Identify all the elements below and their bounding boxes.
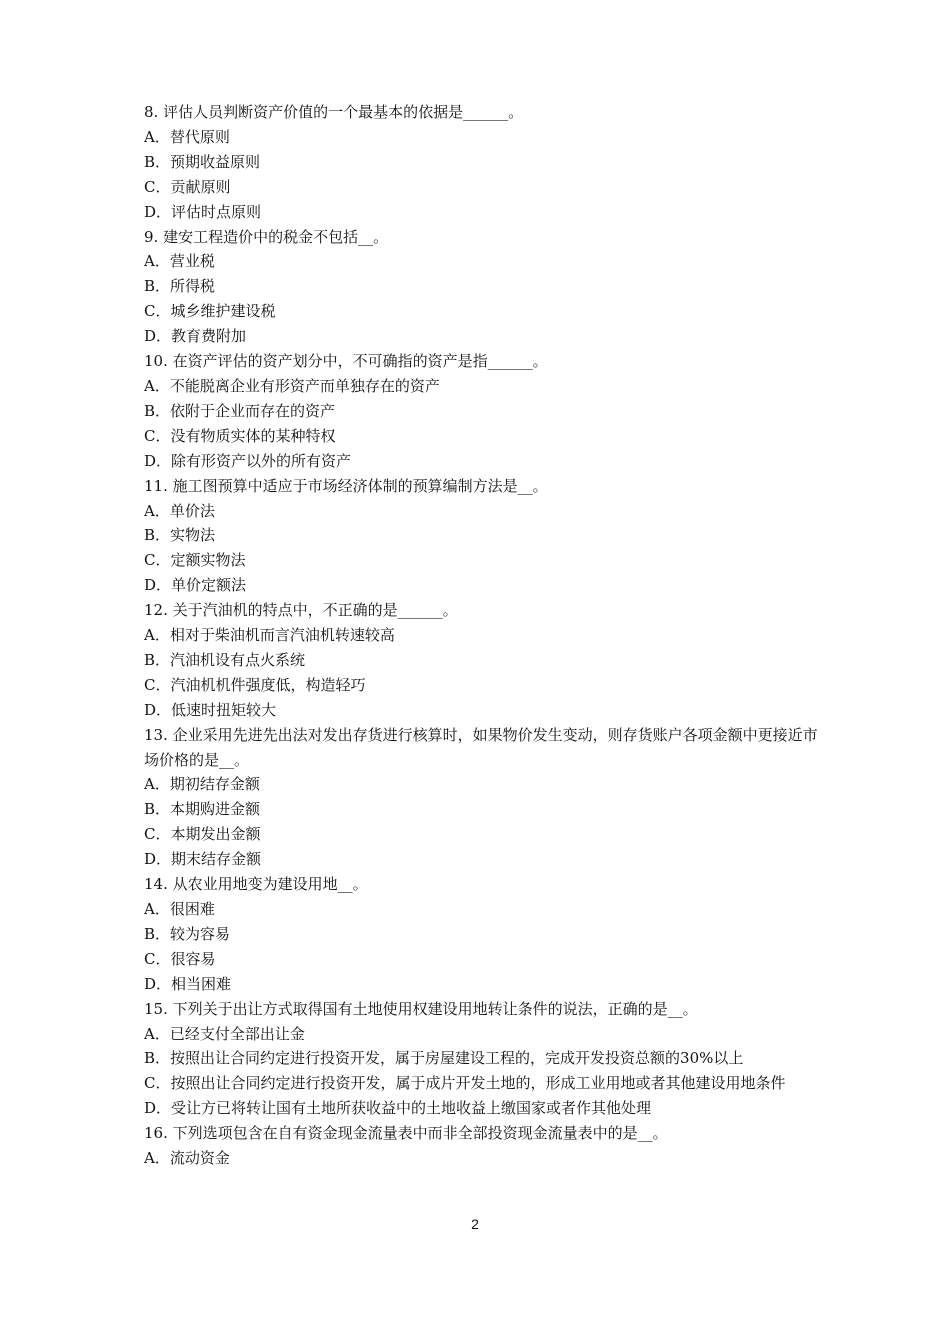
question-text: 11. 施工图预算中适应于市场经济体制的预算编制方法是__。 <box>144 476 548 495</box>
question-15 <box>144 997 824 1122</box>
option-b: B．按照出让合同约定进行投资开发，属于房屋建设工程的，完成开发投资总额的30%以上 <box>144 1049 744 1068</box>
option-b: B．预期收益原则 <box>144 152 261 171</box>
question-11 <box>144 474 824 599</box>
question-text: 12. 关于汽油机的特点中，不正确的是______。 <box>144 601 458 620</box>
option-c: C．贡献原则 <box>144 177 231 196</box>
question-text: 16. 下列选项包含在自有资金现金流量表中而非全部投资现金流量表中的是__。 <box>144 1124 668 1143</box>
question-8 <box>144 100 824 225</box>
option-c: C．按照出让合同约定进行投资开发，属于成片开发土地的，形成工业用地或者其他建设用地条件 <box>144 1074 786 1093</box>
question-text: 14. 从农业用地变为建设用地__。 <box>144 875 368 894</box>
option-d: D．教育费附加 <box>144 327 247 346</box>
option-a: A．替代原则 <box>144 127 230 146</box>
question-list <box>144 100 824 1171</box>
question-9 <box>144 225 824 350</box>
option-a: A．流动资金 <box>144 1149 230 1168</box>
question-text: 15. 下列关于出让方式取得国有土地使用权建设用地转让条件的说法，正确的是__。 <box>144 999 698 1018</box>
option-a: A．很困难 <box>144 900 215 918</box>
option-c: C．定额实物法 <box>144 551 246 570</box>
question-text: 9. 建安工程造价中的税金不包括__。 <box>144 227 389 246</box>
option-a: A．相对于柴油机而言汽油机转速较高 <box>144 626 395 645</box>
option-d: D．低速时扭矩较大 <box>144 700 277 719</box>
option-a: A．不能脱离企业有形资产而单独存在的资产 <box>144 376 440 395</box>
option-c: C．很容易 <box>144 949 216 968</box>
option-a: A．单价法 <box>144 501 215 520</box>
question-16 <box>144 1121 824 1171</box>
question-text: 8. 评估人员判断资产价值的一个最基本的依据是______。 <box>144 103 524 121</box>
option-d: D．期末结存金额 <box>144 850 262 869</box>
option-d: D．相当困难 <box>144 974 232 993</box>
option-b: B．汽油机设有点火系统 <box>144 650 306 669</box>
option-d: D．受让方已将转让国有土地所获收益中的土地收益上缴国家或者作其他处理 <box>144 1099 652 1118</box>
option-d: D．除有形资产以外的所有资产 <box>144 451 352 470</box>
question-13 <box>144 723 824 872</box>
option-d: D．评估时点原则 <box>144 202 262 221</box>
option-c: C．本期发出金额 <box>144 825 261 844</box>
question-14 <box>144 872 824 997</box>
option-b: B．依附于企业而存在的资产 <box>144 401 336 420</box>
option-b: B．所得税 <box>144 277 216 296</box>
question-text: 13. 企业采用先进先出法对发出存货进行核算时，如果物价发生变动，则存货账户各项金额中更接近市场价格的是__。 <box>144 725 818 769</box>
option-d: D．单价定额法 <box>144 576 247 595</box>
option-a: A．营业税 <box>144 252 215 271</box>
question-10 <box>144 349 824 474</box>
option-a: A．期初结存金额 <box>144 775 260 794</box>
question-12 <box>144 598 824 723</box>
option-b: B．较为容易 <box>144 924 231 943</box>
option-a: A．已经支付全部出让金 <box>144 1024 305 1043</box>
question-text: 10. 在资产评估的资产划分中，不可确指的资产是指______。 <box>144 352 548 371</box>
option-c: C．汽油机机件强度低，构造轻巧 <box>144 675 366 694</box>
page-number: 2 <box>471 1216 479 1232</box>
option-c: C．城乡维护建设税 <box>144 302 276 321</box>
option-b: B．实物法 <box>144 526 216 545</box>
option-c: C．没有物质实体的某种特权 <box>144 426 336 445</box>
option-b: B．本期购进金额 <box>144 800 261 819</box>
